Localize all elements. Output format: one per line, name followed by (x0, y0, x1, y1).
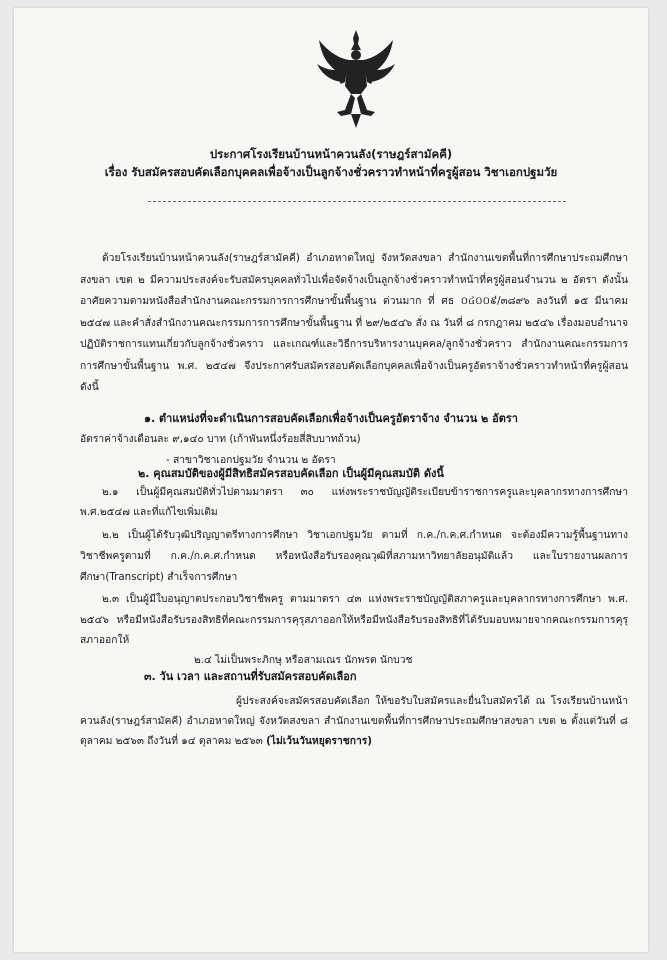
qualification-2-2: ๒.๒ เป็นผู้ได้รับวุฒิปริญญาตรีทางการศึกษา วิชาเอกปฐมวัย ตามที่ ก.ค./ก.ค.ศ.กำหนด จะต้องมีความรู้พื้นฐานทางวิชาชีพครูตามที่ ก.ค./ก.ค.ศ.กำหนด หรือหนังสือรับรองคุณวุฒิที่สภามหาวิทยาลัยอนุมัติแล้ว และใบรายงานผลการศึกษา(Transcript) สำเร็จการศึกษา (80, 529, 628, 583)
intro-paragraph: ด้วยโรงเรียนบ้านหน้าควนลัง(ราษฎร์สามัคคี) อำเภอหาดใหญ่ จังหวัดสงขลา สำนักงานเขตพื้นที่การศึกษาประถมศึกษาสงขลา เขต ๒ มีความประสงค์จะรับสมัครบุคคลทั่วไปเพื่อจัดจ้างเป็นลูกจ้างชั่วคราวทำหน้าที่ครูผู้สอนจำนวน ๒ อัตรา ดังนั้น อาศัยความตามหนังสือสำนักงานคณะกรรมการการศึกษาขั้นพื้นฐาน ด่วนมาก ที่ ศธ ០៤០០៩/๓๘๙๖ ลงวันที่ ๑๕ มีนาคม ๒๕๔๗ และคำสั่งสำนักงานคณะกรรมการการศึกษาขั้นพื้นฐาน ที่ ๒๙/๒๕๔๖ สั่ง ณ วันที่ ๘ กรกฎาคม ๒๕๔๖ เรื่องมอบอำนาจปฏิบัติราชการแทนเกี่ยวกับลูกจ้างชั่วคราว และเกณฑ์และวิธีการบริหารงานบุคคล/ลูกจ้างชั่วคราว สำนักงานคณะกรรมการการศึกษาขั้นพื้นฐาน พ.ศ. ๒๕๔๗ จึงประกาศรับสมัครสอบคัดเลือกบุคคลเพื่อจ้างเป็นครูอัตราจ้างชั่วคราวทำหน้าที่ครูผู้สอน ดังนี้ (80, 252, 628, 393)
section-2-heading: ๒. คุณสมบัติของผู้มีสิทธิสมัครสอบคัดเลือก เป็นผู้มีคุณสมบัติ ดังนี้ (138, 467, 444, 480)
garuda-emblem-icon (315, 28, 397, 132)
document-page (14, 8, 648, 952)
qualification-2-3: ๒.๓ เป็นผู้มีใบอนุญาตประกอบวิชาชีพครู ตามมาตรา ๔๓ แห่งพระราชบัญญัติสภาครูและบุคลากรทางการศึกษา พ.ศ. ๒๕๔๖ หรือมีหนังสือรับรองสิทธิที่คณะกรรมการคุรุสภาออกให้หรือมีหนังสือรับรองสิทธิที่ได้รับมอบหมายจากคณะกรรมการคุรุสภาออกให้ (80, 593, 628, 646)
salary-line: อัตราค่าจ้างเดือนละ ๙,๑๔๐ บาท (เก้าพันหนึ่งร้อยสี่สิบบาทถ้วน) (80, 433, 361, 445)
section-1-heading: ๑. ตำแหน่งที่จะดำเนินการสอบคัดเลือกเพื่อจ้างเป็นครูอัตราจ้าง จำนวน ๒ อัตรา (144, 412, 518, 425)
section-3-body (80, 691, 628, 751)
section-3-text: ผู้ประสงค์จะสมัครสอบคัดเลือก ให้ขอรับใบสมัครและยื่นใบสมัครได้ ณ โรงเรียนบ้านหน้าควนลัง(ราษฎร์สามัคคี) อำเภอหาดใหญ่ จังหวัดสงขลา สำนักงานเขตพื้นที่การศึกษาประถมศึกษาสงขลา เขต ๒ ตั้งแต่วันที่ ๘ ตุลาคม ๒๕๖๓ ถึงวันที่ ๑๔ ตุลาคม ๒๕๖๓ (80, 695, 628, 747)
qualification-2-4: ๒.๔ ไม่เป็นพระภิกษุ หรือสามเณร นักพรต นักบวช (194, 654, 413, 666)
announcement-title: ประกาศโรงเรียนบ้านหน้าควนลัง(ราษฎร์สามัคคี) (209, 147, 453, 161)
section-3-note: (ไม่เว้นวันหยุดราชการ) (266, 735, 372, 747)
divider-rule (148, 201, 566, 202)
section-3-heading: ๓. วัน เวลา และสถานที่รับสมัครสอบคัดเลือก (144, 670, 357, 683)
qualification-2-1: ๒.๑ เป็นผู้มีคุณสมบัติทั่วไปตามมาตรา ๓๐ แห่งพระราชบัญญัติระเบียบข้าราชการครูและบุคลากรทางการศึกษา พ.ศ.๒๕๔๗ และที่แก้ไขเพิ่มเติม (80, 486, 628, 518)
position-line: - สาขาวิชาเอกปฐมวัย จำนวน ๒ อัตรา (166, 454, 336, 466)
announcement-subject: เรื่อง รับสมัครสอบคัดเลือกบุคคลเพื่อจ้างเป็นลูกจ้างชั่วคราวทำหน้าที่ครูผู้สอน วิชาเอกปฐมวัย (104, 165, 558, 179)
